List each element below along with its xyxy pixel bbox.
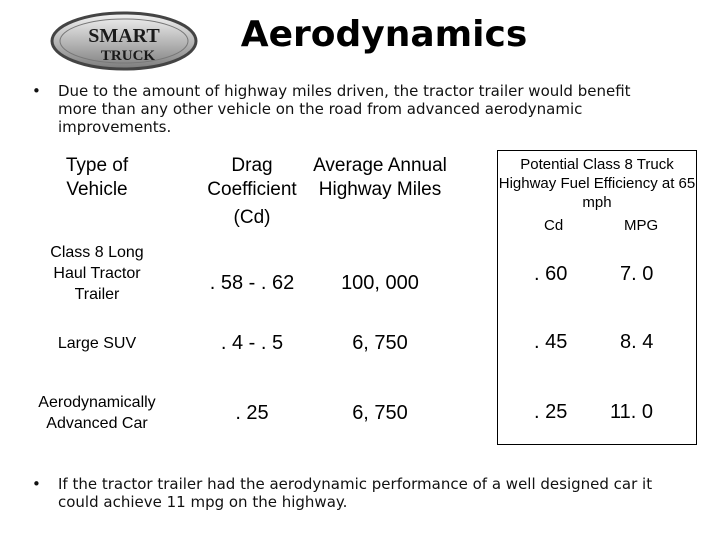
- row-drag-car: . 25: [235, 401, 269, 424]
- logo-line2: TRUCK: [100, 48, 156, 64]
- logo-line1: SMART: [88, 25, 160, 47]
- header-drag-line1: Drag Coefficient: [207, 155, 297, 200]
- row-type-truck: Class 8 Long Haul Tractor Trailer: [50, 243, 144, 303]
- page-title: Aerodynamics: [240, 14, 528, 55]
- box-title: Potential Class 8 Truck Highway Fuel Efficiency at 65 mph: [498, 156, 696, 211]
- bullet-conclusion: [32, 475, 678, 511]
- row-miles-truck: 100, 000: [341, 271, 419, 294]
- box-cd-suv: . 45: [534, 331, 568, 353]
- row-type-suv: Large SUV: [57, 334, 137, 352]
- bullet-intro: [32, 82, 638, 136]
- box-mpg-truck: 7. 0: [620, 263, 654, 285]
- vehicle-table: [22, 150, 488, 445]
- header-drag: [182, 150, 322, 236]
- box-col-cd: Cd: [544, 217, 564, 234]
- bullet-conclusion-text: If the tractor trailer had the aerodynamic performance of a well designed car it could achieve 11 mpg on the highway.: [58, 475, 653, 511]
- box-cd-truck: . 60: [534, 263, 568, 285]
- header-miles: Average Annual Highway Miles: [313, 155, 447, 200]
- row-drag-truck: . 58 - . 62: [209, 271, 295, 294]
- row-drag-suv: . 4 - . 5: [220, 331, 284, 354]
- row-miles-suv: 6, 750: [352, 331, 408, 354]
- bullet-icon: •: [32, 475, 41, 493]
- box-mpg-suv: 8. 4: [620, 331, 654, 353]
- box-cd-car: . 25: [534, 401, 568, 423]
- box-mpg-car: 11. 0: [610, 401, 653, 423]
- bullet-icon: •: [32, 82, 41, 100]
- row-type-car: Aerodynamically Advanced Car: [38, 394, 156, 432]
- row-miles-car: 6, 750: [352, 401, 408, 424]
- header-drag-line2: (Cd): [233, 207, 271, 228]
- header-type: Type of Vehicle: [65, 155, 129, 200]
- fuel-efficiency-box: [497, 150, 697, 445]
- bullet-intro-text: Due to the amount of highway miles driven, the tractor trailer would benefit more than any other vehicle on the road from advanced aerodynamic improvements.: [58, 82, 631, 136]
- box-col-mpg: MPG: [624, 217, 659, 234]
